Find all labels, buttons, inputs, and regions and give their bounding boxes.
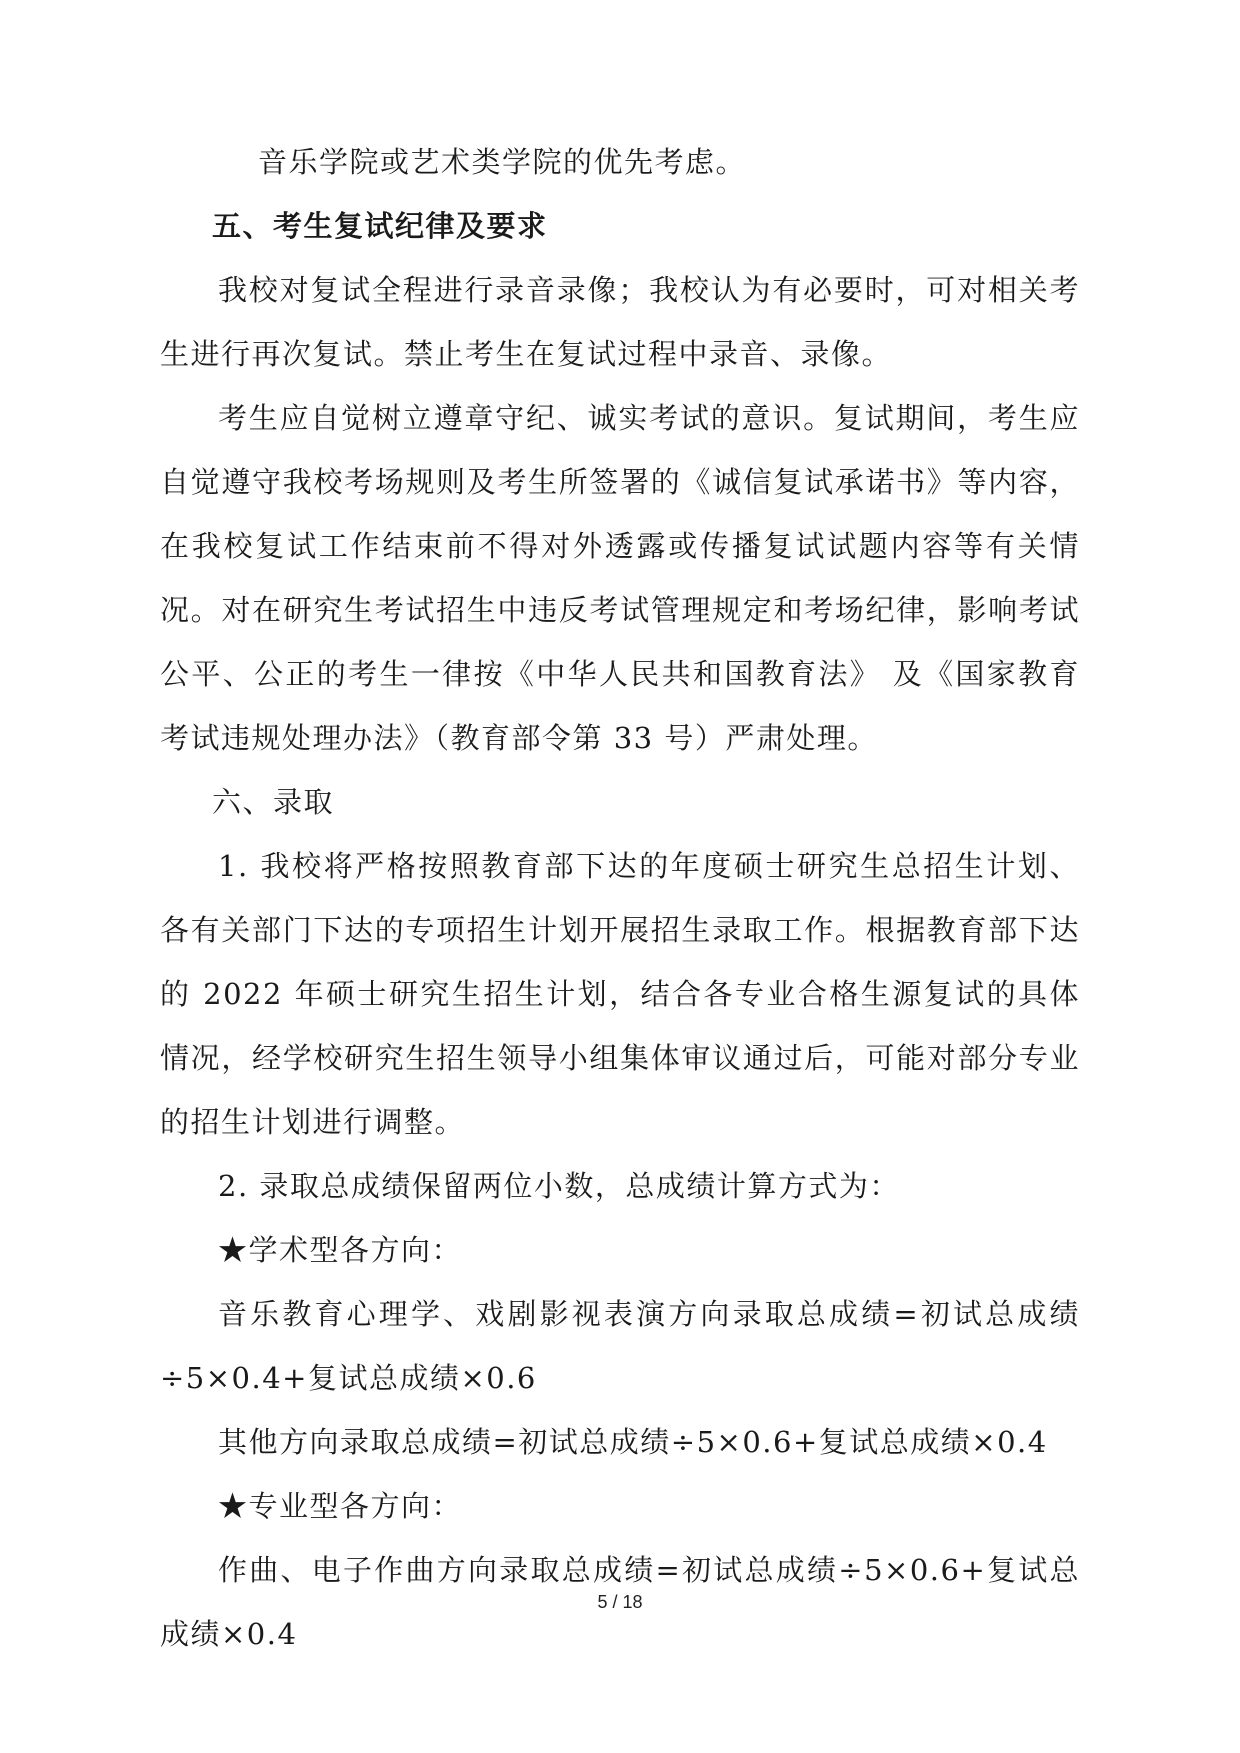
paragraph-professional-formula: 作曲、电子作曲方向录取总成绩=初试总成绩÷5×0.6+复试总成绩×0.4: [160, 1553, 1080, 1651]
paragraph-academic-formula-2: 其他方向录取总成绩=初试总成绩÷5×0.6+复试总成绩×0.4: [218, 1425, 1048, 1459]
paragraph-score-method: 2. 录取总成绩保留两位小数，总成绩计算方式为：: [218, 1169, 900, 1203]
paragraph-academic-heading: ★学术型各方向：: [218, 1233, 463, 1267]
paragraph-professional-heading: ★专业型各方向：: [218, 1489, 463, 1523]
paragraph-recording: 我校对复试全程进行录音录像；我校认为有必要时，可对相关考生进行再次复试。禁止考生在复试过程中录音、录像。: [160, 273, 1080, 371]
paragraph-continuation: 音乐学院或艺术类学院的优先考虑。: [258, 145, 747, 179]
paragraph-integrity: 考生应自觉树立遵章守纪、诚实考试的意识。复试期间，考生应自觉遵守我校考场规则及考生所签署的《诚信复试承诺书》等内容，在我校复试工作结束前不得对外透露或传播复试试题内容等有关情况。对在研究生考试招生中违反考试管理规定和考场纪律，影响考试公平、公正的考生一律按《中华人民共和国教育法》 及《国家教育考试违规处理办法》（教育部令第 33 号）严肃处理。: [160, 401, 1080, 755]
page-number: 5 / 18: [597, 1592, 643, 1612]
page-body: [160, 130, 1080, 1666]
section-heading-admission: 六、录取: [212, 785, 335, 819]
paragraph-admission-plan: 1. 我校将严格按照教育部下达的年度硕士研究生总招生计划、各有关部门下达的专项招生计划开展招生录取工作。根据教育部下达的 2022 年硕士研究生招生计划，结合各专业合格生源复试的具体情况，经学校研究生招生领导小组集体审议通过后，可能对部分专业的招生计划进行调整。: [160, 849, 1080, 1139]
paragraph-academic-formula-1: 音乐教育心理学、戏剧影视表演方向录取总成绩=初试总成绩÷5×0.4+复试总成绩×0.6: [160, 1297, 1080, 1395]
section-heading-discipline: 五、考生复试纪律及要求: [212, 209, 548, 243]
